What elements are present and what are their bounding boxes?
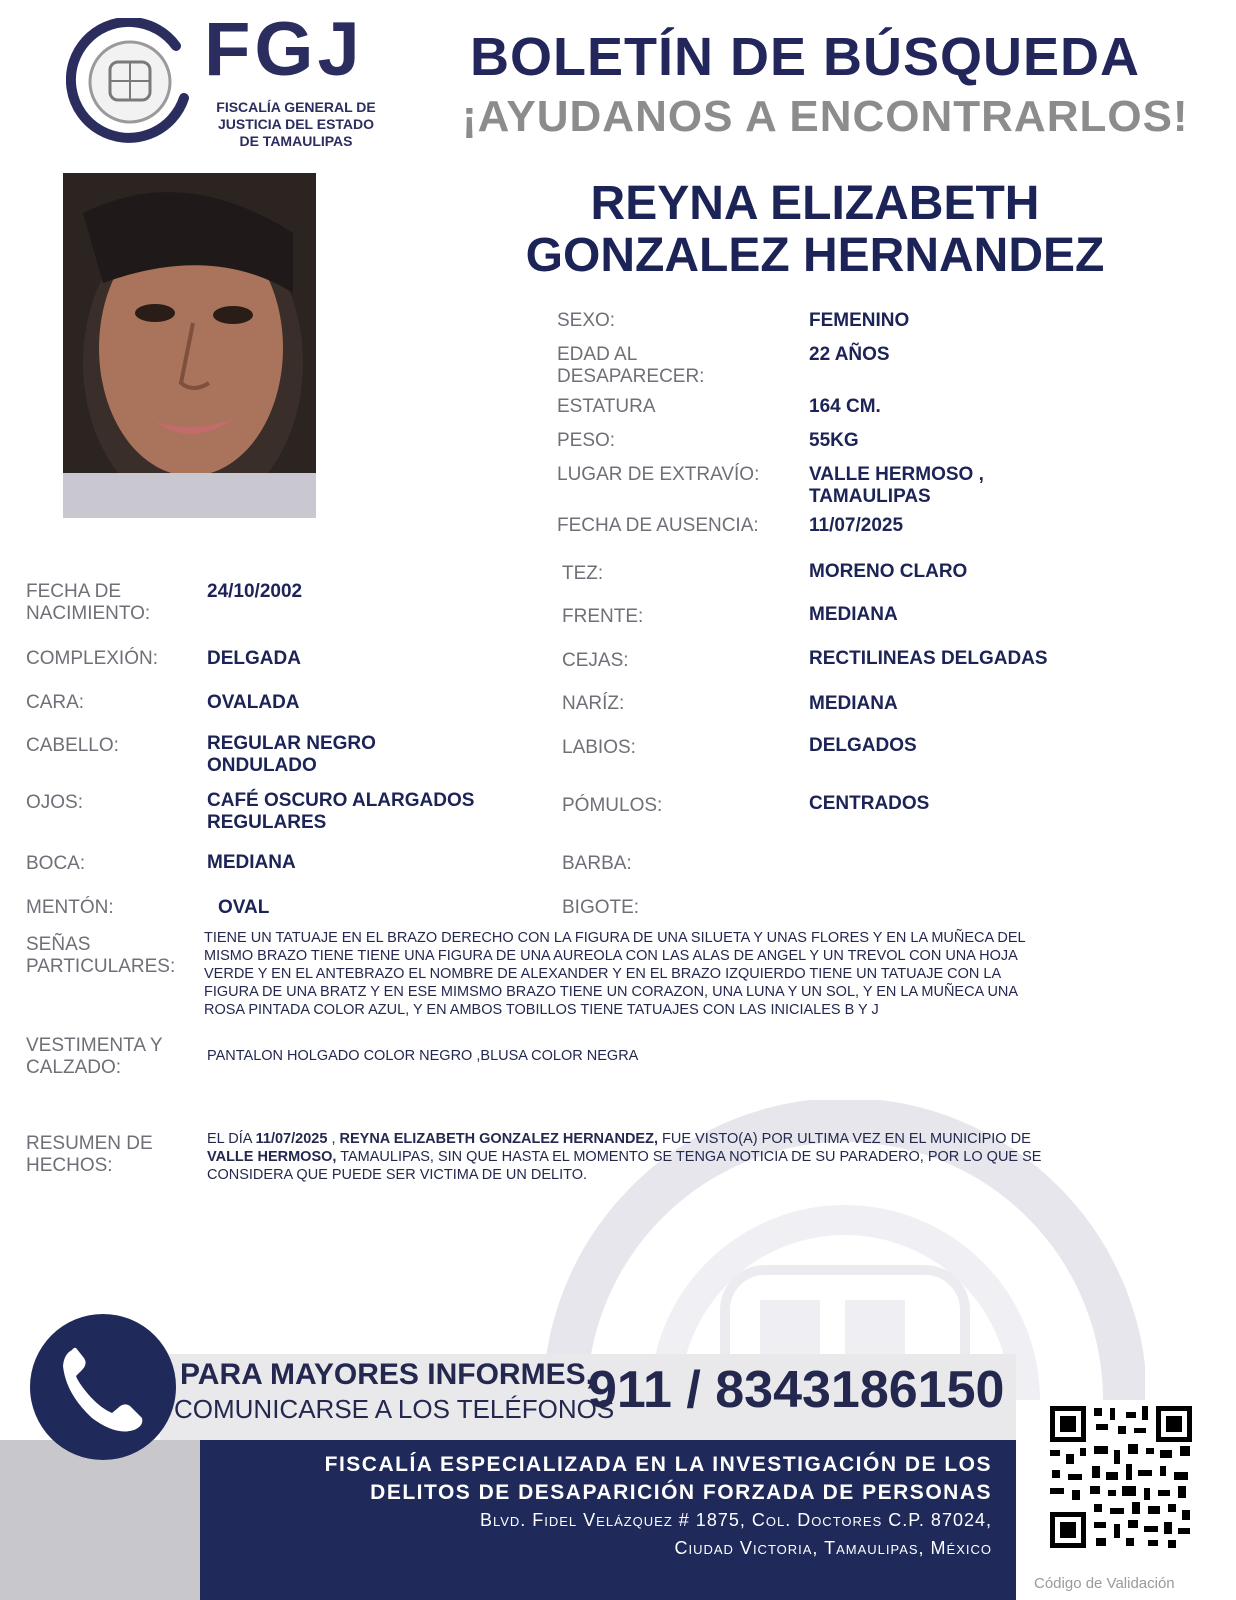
address-line-1: Blvd. Fidel Velázquez # 1875, Col. Doctores C.P. 87024, (479, 1510, 992, 1530)
qr-caption: Código de Validación (1034, 1575, 1175, 1592)
fecha-ausencia-value: 11/07/2025 (809, 515, 904, 536)
nacimiento-label: FECHA DE NACIMIENTO: (26, 581, 151, 624)
nacimiento-value: 24/10/2002 (207, 581, 303, 602)
missing-person-photo (63, 173, 316, 518)
ojos-label: OJOS: (26, 792, 84, 813)
sexo-value: FEMENINO (809, 310, 910, 331)
tez-label: TEZ: (562, 563, 604, 584)
edad-label: EDAD AL DESAPARECER: (557, 344, 705, 387)
cara-label: CARA: (26, 692, 85, 713)
estatura-label: ESTATURA (557, 396, 656, 417)
footer-grey-band (0, 1440, 200, 1600)
agency-line-1: FISCALÍA ESPECIALIZADA EN LA INVESTIGACIÓN DE LOS (324, 1453, 992, 1476)
cejas-value: RECTILINEAS DELGADAS (809, 648, 1048, 669)
resumen-text: EL DÍA 11/07/2025 , REYNA ELIZABETH GONZALEZ HERNANDEZ, FUE VISTO(A) POR ULTIMA VEZ EN EL MUNICIPIO DE VALLE HERMOSO, TAMAULIPAS, SIN QUE HASTA EL MOMENTO SE TENGA NOTICIA DE SU PARADERO, POR LO QUE SE CONSIDERA QUE PUEDE SER VICTIMA DE UN DELITO. (207, 1131, 1042, 1183)
vestimenta-label: VESTIMENTA Y CALZADO: (26, 1035, 163, 1078)
senas-text: TIENE UN TATUAJE EN EL BRAZO DERECHO CON LA FIGURA DE UNA SILUETA Y UNAS FLORES Y EN LA MUÑECA DEL MISMO BRAZO TIENE TIENE UNA FIGURA DE UNA AUREOLA CON LAS ALAS DE ANGEL Y UN TREVOL CON UNA HOJA VERDE Y EN EL ANTEBRAZO EL NOMBRE DE ALEXANDER Y EN EL BRAZO IZQUIERDO TIENE UN TATUAJE CON LA FIGURA DE UNA BRATZ Y EN ESE MIMSMO BRAZO TIENE UN CORAZON, UNA LUNA Y UN SOL, Y EN LA MUÑECA UNA ROSA PINTADA COLOR AZUL, Y EN AMBOS TOBILLOS TIENE TATUAJES CON LAS INICIALES B Y J (204, 930, 1026, 1018)
sexo-label: SEXO: (557, 310, 616, 331)
qr-code-icon[interactable] (1048, 1404, 1194, 1550)
barba-label: BARBA: (562, 853, 632, 874)
agency-line-2: DELITOS DE DESAPARICIÓN FORZADA DE PERSONAS (370, 1481, 992, 1504)
edad-value: 22 AÑOS (809, 344, 890, 365)
page-subtitle: ¡AYUDANOS A ENCONTRARLOS! (462, 92, 1189, 141)
logo-subtitle: FISCALÍA GENERAL DE JUSTICIA DEL ESTADO DE TAMAULIPAS (216, 99, 376, 149)
peso-label: PESO: (557, 430, 616, 451)
menton-label: MENTÓN: (26, 897, 114, 918)
person-name: REYNA ELIZABETH GONZALEZ HERNANDEZ (525, 177, 1105, 282)
phone-icon (30, 1314, 176, 1460)
estatura-value: 164 CM. (809, 396, 881, 417)
vestimenta-value: PANTALON HOLGADO COLOR NEGRO ,BLUSA COLOR NEGRA (207, 1048, 639, 1064)
bigote-label: BIGOTE: (562, 897, 640, 918)
nariz-label: NARÍZ: (562, 693, 625, 714)
lugar-value: VALLE HERMOSO , TAMAULIPAS (809, 464, 984, 507)
fecha-ausencia-label: FECHA DE AUSENCIA: (557, 515, 759, 536)
phone-number[interactable]: 911 / 8343186150 (588, 1361, 1005, 1419)
senas-label: SEÑAS PARTICULARES: (26, 934, 176, 977)
address-line-2: Ciudad Victoria, Tamaulipas, México (674, 1538, 992, 1558)
tez-value: MORENO CLARO (809, 561, 968, 582)
cejas-label: CEJAS: (562, 650, 629, 671)
peso-value: 55KG (809, 430, 859, 451)
frente-value: MEDIANA (809, 604, 898, 625)
complexion-value: DELGADA (207, 648, 301, 669)
page-title: BOLETÍN DE BÚSQUEDA (470, 27, 1141, 87)
menton-value: OVAL (218, 897, 270, 918)
resumen-label: RESUMEN DE HECHOS: (26, 1133, 153, 1176)
fgj-seal-icon (66, 18, 194, 146)
logo-wordmark: FGJ (204, 7, 364, 92)
boca-label: BOCA: (26, 853, 86, 874)
pomulos-value: CENTRADOS (809, 793, 930, 814)
pomulos-label: PÓMULOS: (562, 795, 663, 816)
contact-line-2: COMUNICARSE A LOS TELÉFONOS (174, 1394, 615, 1424)
cabello-label: CABELLO: (26, 735, 119, 756)
labios-label: LABIOS: (562, 737, 636, 758)
nariz-value: MEDIANA (809, 693, 898, 714)
complexion-label: COMPLEXIÓN: (26, 648, 158, 669)
ojos-value: CAFÉ OSCURO ALARGADOS REGULARES (207, 790, 475, 833)
contact-line-1: PARA MAYORES INFORMES, (180, 1358, 594, 1391)
cara-value: OVALADA (207, 692, 300, 713)
boca-value: MEDIANA (207, 852, 296, 873)
labios-value: DELGADOS (809, 735, 917, 756)
cabello-value: REGULAR NEGRO ONDULADO (207, 733, 376, 776)
lugar-label: LUGAR DE EXTRAVÍO: (557, 464, 760, 485)
frente-label: FRENTE: (562, 606, 644, 627)
